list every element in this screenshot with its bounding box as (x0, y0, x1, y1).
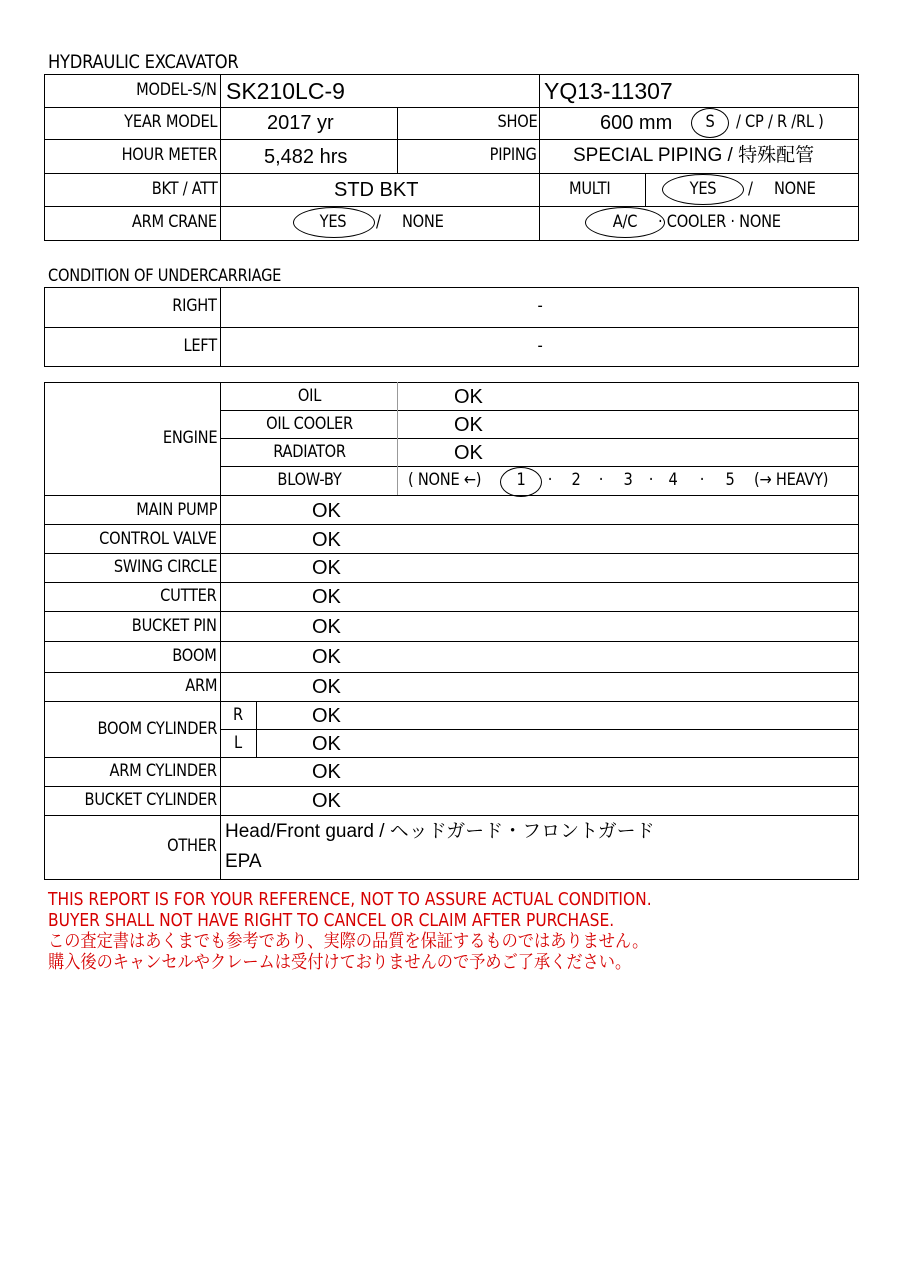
boom-value: OK (312, 646, 341, 668)
other-line-2: EPA (225, 851, 262, 872)
arm-cylinder-value: OK (312, 761, 341, 783)
blowby-scale-3: 3 (623, 470, 633, 490)
blowby-dot: · (547, 470, 553, 490)
control-valve-label: CONTROL VALVE (99, 529, 217, 549)
swing-circle-label: SWING CIRCLE (113, 557, 217, 577)
boom-cylinder-label: BOOM CYLINDER (97, 719, 217, 739)
arm-cylinder-label: ARM CYLINDER (109, 761, 217, 781)
blowby-dot: · (598, 470, 604, 490)
bucket-pin-value: OK (312, 616, 341, 638)
blowby-scale-2: 2 (571, 470, 581, 490)
boom-cylinder-r-value: OK (312, 705, 341, 727)
bucket-cylinder-label: BUCKET CYLINDER (84, 790, 217, 810)
main-pump-label: MAIN PUMP (135, 500, 217, 520)
model-label: MODEL-S/N (136, 80, 217, 100)
multi-label: MULTI (569, 179, 611, 199)
shoe-width: 600 mm (600, 112, 673, 134)
shoe-label: SHOE (497, 112, 537, 132)
arm-label: ARM (184, 676, 217, 696)
bkt-value: STD BKT (334, 179, 419, 201)
ac-options: · COOLER · NONE (658, 212, 781, 232)
shoe-type-others: / CP / R /RL ) (736, 112, 824, 132)
engine-label: ENGINE (162, 428, 217, 448)
multi-sep: / (748, 179, 753, 199)
piping-value: SPECIAL PIPING / 特殊配管 (573, 145, 815, 166)
armcrane-yes: YES (319, 212, 347, 232)
undercarriage-right-value: - (537, 296, 543, 316)
armcrane-sep: / (376, 212, 381, 232)
engine-oil-value: OK (454, 386, 483, 408)
hour-label: HOUR METER (121, 145, 217, 165)
serial-value: YQ13-11307 (544, 78, 673, 104)
other-line-1: Head/Front guard / ヘッドガード・フロントガード (225, 821, 655, 842)
multi-yes: YES (689, 179, 717, 199)
undercarriage-title: CONDITION OF UNDERCARRIAGE (48, 266, 282, 286)
cutter-label: CUTTER (160, 586, 217, 606)
armcrane-label: ARM CRANE (131, 212, 217, 232)
armcrane-none: NONE (402, 212, 444, 232)
disclaimer-line-1: THIS REPORT IS FOR YOUR REFERENCE, NOT TO ASSURE ACTUAL CONDITION. (48, 889, 652, 910)
boom-label: BOOM (172, 646, 217, 666)
disclaimer-line-4: 購入後のキャンセルやクレームは受付けておりませんので予めご了承ください。 (48, 952, 632, 973)
bucket-cylinder-value: OK (312, 790, 341, 812)
bucket-pin-label: BUCKET PIN (132, 616, 217, 636)
shoe-type-selected: S (705, 112, 715, 132)
boom-cylinder-r-label: R (233, 705, 243, 725)
boom-cylinder-l-label: L (234, 733, 242, 753)
blowby-scale-4: 4 (668, 470, 678, 490)
other-label: OTHER (167, 836, 217, 856)
undercarriage-right-label: RIGHT (172, 296, 217, 316)
swing-circle-value: OK (312, 557, 341, 579)
main-pump-value: OK (312, 500, 341, 522)
blowby-dot: · (699, 470, 705, 490)
blowby-dot: · (648, 470, 654, 490)
multi-none: NONE (774, 179, 816, 199)
cutter-value: OK (312, 586, 341, 608)
engine-blowby-label: BLOW-BY (277, 470, 342, 490)
engine-cooler-value: OK (454, 414, 483, 436)
disclaimer-line-2: BUYER SHALL NOT HAVE RIGHT TO CANCEL OR CLAIM AFTER PURCHASE. (48, 910, 615, 931)
model-value: SK210LC-9 (226, 78, 345, 104)
hour-value: 5,482 hrs (264, 146, 348, 168)
engine-radiator-value: OK (454, 442, 483, 464)
blowby-end: (→ HEAVY) (754, 470, 829, 490)
blowby-scale-1: 1 (516, 470, 526, 490)
blowby-scale-5: 5 (725, 470, 735, 490)
control-valve-value: OK (312, 529, 341, 551)
bkt-label: BKT / ATT (151, 179, 217, 199)
disclaimer-line-3: この査定書はあくまでも参考であり、実際の品質を保証するものではありません。 (48, 931, 649, 952)
engine-oil-label: OIL (297, 386, 322, 406)
undercarriage-left-label: LEFT (183, 336, 217, 356)
blowby-start: ( NONE ←) (408, 470, 482, 490)
undercarriage-left-value: - (537, 336, 543, 356)
ac-selected: A/C (612, 212, 638, 232)
year-label: YEAR MODEL (123, 112, 217, 132)
engine-cooler-label: OIL COOLER (266, 414, 353, 434)
engine-radiator-label: RADIATOR (273, 442, 346, 462)
page-title: HYDRAULIC EXCAVATOR (48, 51, 239, 73)
year-value: 2017 yr (267, 112, 334, 134)
arm-value: OK (312, 676, 341, 698)
boom-cylinder-l-value: OK (312, 733, 341, 755)
piping-label: PIPING (490, 145, 537, 165)
